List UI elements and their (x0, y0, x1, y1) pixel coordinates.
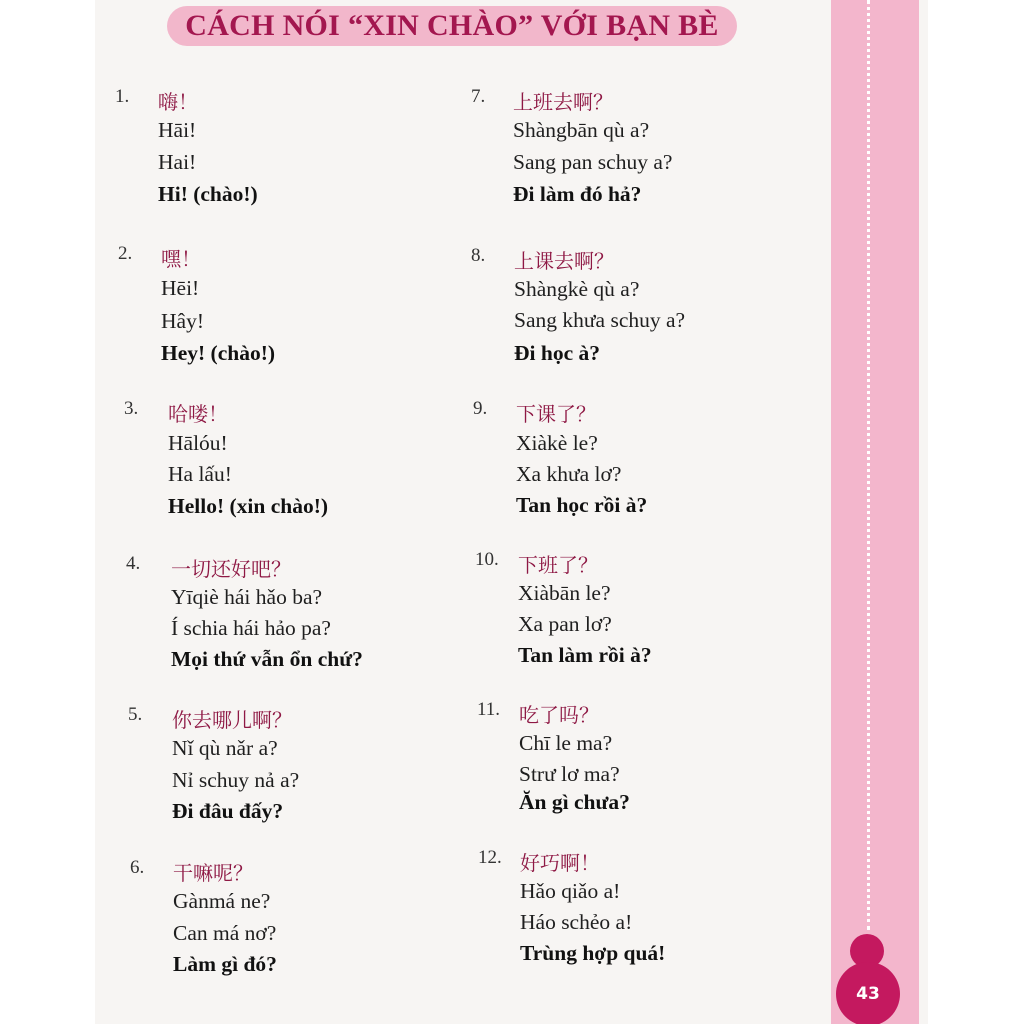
entry-number: 2. (118, 243, 133, 264)
entry-number: 11. (477, 699, 501, 720)
entry-meaning: Hi! (chào!) (158, 182, 258, 206)
entry-number: 10. (475, 549, 499, 570)
entry-pinyin: Yīqiè hái hǎo ba? (171, 585, 323, 609)
entry-meaning: Tan học rồi à? (516, 493, 648, 517)
entry-number: 12. (478, 847, 502, 868)
entry-chinese: 好巧啊！ (520, 851, 600, 875)
entry-number: 8. (471, 245, 486, 266)
entry-pronunciation: Nỉ schuy nả a? (172, 768, 300, 792)
entry-number: 1. (115, 86, 130, 107)
page-number-badge (836, 962, 900, 1024)
page-title: CÁCH NÓI “XIN CHÀO” VỚI BẠN BÈ (185, 9, 719, 42)
entry-pinyin: Hǎo qiǎo a! (520, 879, 621, 903)
entry-meaning: Mọi thứ vẫn ổn chứ? (171, 647, 363, 671)
entry-chinese: 干嘛呢？ (173, 861, 253, 885)
entry-pronunciation: Háo schẻo a! (520, 910, 633, 934)
entry-meaning: Trùng hợp quá! (520, 941, 666, 965)
side-band (831, 0, 919, 1024)
entry-pinyin: Shàngbān qù a? (513, 118, 650, 142)
entry-pronunciation: Xa pan lơ? (518, 612, 612, 636)
dotted-line (867, 0, 870, 930)
entry-meaning: Đi học à? (514, 341, 600, 365)
entry-pronunciation: Sang pan schuy a? (513, 150, 673, 174)
entry-chinese: 嘿！ (161, 247, 201, 271)
entry-pronunciation: Sang khưa schuy a? (514, 308, 686, 332)
entry-number: 4. (126, 553, 141, 574)
entry-meaning: Hello! (xin chào!) (168, 494, 329, 518)
entry-pinyin: Nǐ qù nǎr a? (172, 736, 278, 760)
entry-meaning: Làm gì đó? (173, 952, 277, 976)
entry-pronunciation: Strư lơ ma? (519, 762, 620, 786)
entry-meaning: Hey! (chào!) (161, 341, 276, 365)
entry-chinese: 下课了？ (516, 402, 596, 426)
entry-pronunciation: Ha lấu! (168, 462, 232, 486)
entry-pinyin: Hāi! (158, 118, 197, 142)
entry-chinese: 上课去啊？ (514, 249, 614, 273)
entry-meaning: Đi đâu đấy? (172, 799, 284, 823)
entry-meaning: Tan làm rồi à? (518, 643, 652, 667)
entry-chinese: 上班去啊？ (513, 90, 613, 114)
entry-chinese: 下班了？ (518, 553, 598, 577)
entry-number: 6. (130, 857, 145, 878)
entry-pinyin: Gànmá ne? (173, 889, 271, 913)
entry-pronunciation: Hây! (161, 309, 204, 333)
entry-chinese: 你去哪儿啊？ (172, 708, 292, 732)
entry-chinese: 哈喽！ (168, 402, 228, 426)
entry-number: 5. (128, 704, 143, 725)
entry-pinyin: Hālóu! (168, 431, 228, 455)
entry-pronunciation: Í schia hái hảo pa? (171, 616, 331, 640)
entry-meaning: Đi làm đó hả? (513, 182, 642, 206)
entry-number: 7. (471, 86, 486, 107)
entry-pronunciation: Can má nơ? (173, 921, 277, 945)
entry-pinyin: Xiàkè le? (516, 431, 598, 455)
entry-pinyin: Hēi! (161, 276, 200, 300)
entry-pronunciation: Hai! (158, 150, 197, 174)
entry-pinyin: Xiàbān le? (518, 581, 611, 605)
entry-chinese: 一切还好吧？ (171, 557, 291, 581)
entry-chinese: 嗨！ (158, 90, 198, 114)
book-page (95, 0, 928, 1024)
entry-pronunciation: Xa khưa lơ? (516, 462, 622, 486)
entry-pinyin: Chī le ma? (519, 731, 613, 755)
page-number: 43 (856, 984, 880, 1004)
entry-number: 3. (124, 398, 139, 419)
entry-number: 9. (473, 398, 488, 419)
entry-meaning: Ăn gì chưa? (519, 790, 630, 814)
entry-chinese: 吃了吗？ (519, 703, 599, 727)
title-banner (167, 6, 737, 46)
entry-pinyin: Shàngkè qù a? (514, 277, 640, 301)
